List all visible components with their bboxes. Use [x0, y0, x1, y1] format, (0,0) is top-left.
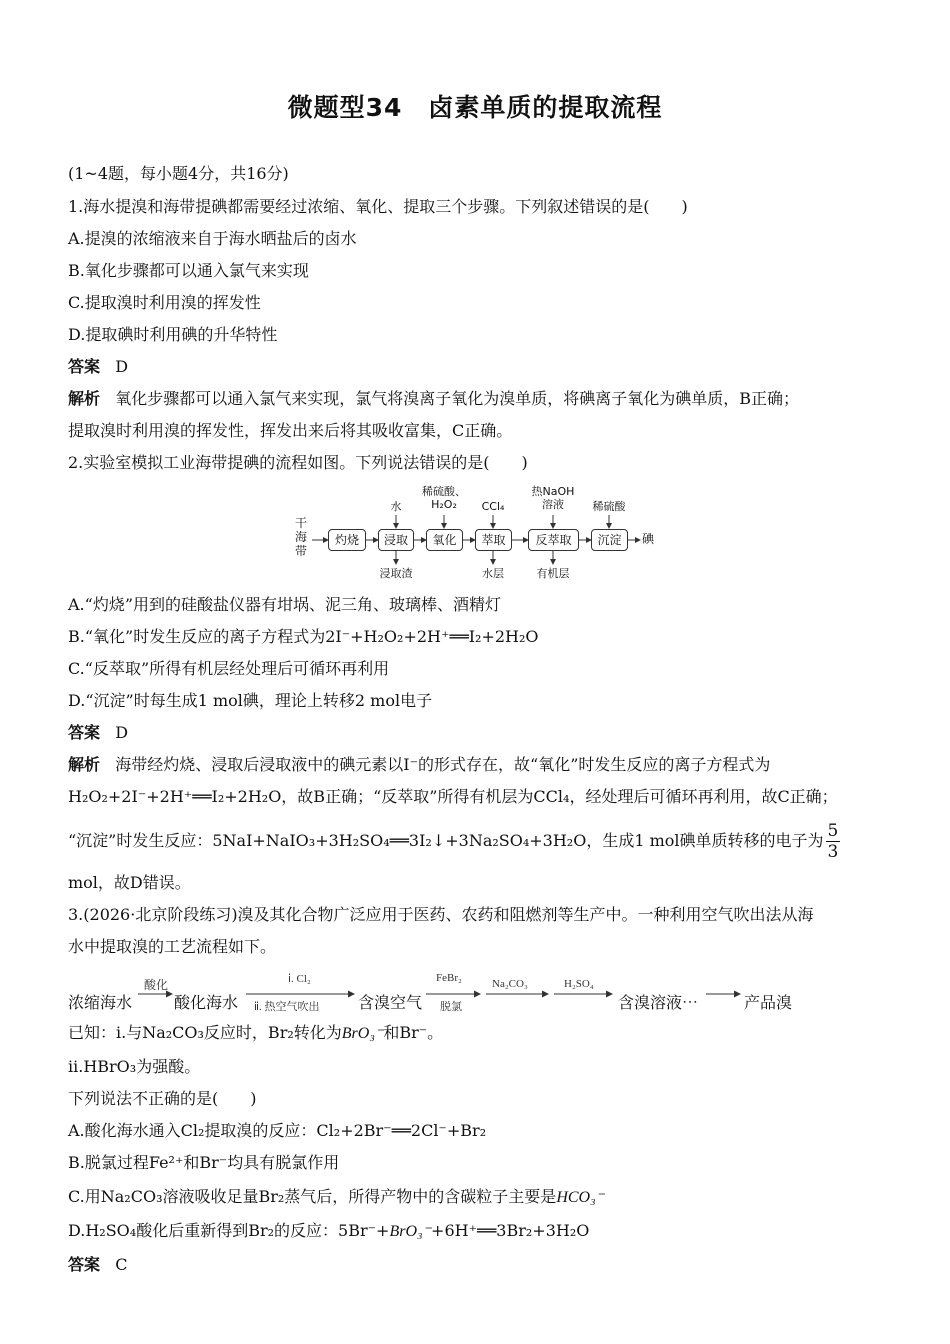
q3-option-d: [68, 1220, 589, 1243]
q3-stem-line1: 3.(2026·北京阶段练习)溴及其化合物广泛应用于医药、农药和阻燃剂等生产中。一种利用空气吹出法从海: [68, 905, 814, 924]
page-title: 微题型34 卤素单质的提取流程: [287, 93, 663, 122]
option-text: D.H₂SO₄酸化后重新得到Br₂的反应：5Br⁻+: [68, 1221, 390, 1240]
q2-analysis-line3: [68, 818, 840, 864]
arrow-label-dechlorinate: 脱氯: [440, 1001, 462, 1013]
intro-text: (1~4题，每小题4分，共16分): [68, 164, 289, 183]
output-residue: 浸取渣: [379, 567, 413, 580]
step-extract: 萃取: [475, 529, 512, 551]
node-bromine-air: 含溴空气: [358, 993, 423, 1012]
iodine-flow-diagram: [290, 482, 670, 586]
q3-stem-line2: 水中提取溴的工艺流程如下。: [68, 937, 277, 956]
analysis-text: 海带经灼烧、浸取后浸取液中的碘元素以I⁻的形式存在，故“氧化”时发生反应的离子方程式为: [115, 755, 771, 774]
q2-option-b: B.“氧化”时发生反应的离子方程式为2I⁻+H₂O₂+2H⁺══I₂+2H₂O: [68, 627, 539, 646]
q3-ask: 下列说法不正确的是( ): [68, 1089, 257, 1108]
q1-option-c: C.提取溴时利用溴的挥发性: [68, 293, 261, 312]
step-back-extract: 反萃取: [528, 529, 579, 551]
q3-known-2: ⅱ.HBrO₃为强酸。: [68, 1057, 201, 1076]
flow-start: 干海带: [294, 516, 307, 558]
q3-answer: [68, 1254, 128, 1276]
q3-option-a: A.酸化海水通入Cl₂提取溴的反应：Cl₂+2Br⁻══2Cl⁻+Br₂: [68, 1121, 487, 1140]
q1-answer: [68, 356, 128, 378]
option-text: +6H⁺══3Br₂+3H₂O: [431, 1221, 590, 1240]
arrow-label-cl2: ⅰ. Cl₂: [288, 973, 311, 985]
input-ccl4: CCl₄: [481, 500, 505, 513]
q1-option-a: A.提溴的浓缩液来自于海水晒盐后的卤水: [68, 229, 357, 248]
analysis-text: 氧化步骤都可以通入氯气来实现，氯气将溴离子氧化为溴单质，将碘离子氧化为碘单质，B正确；: [115, 389, 800, 408]
q2-analysis-line1: [68, 754, 770, 776]
answer-value: D: [115, 723, 129, 742]
bromate-formula: BrO₃⁻: [341, 1025, 384, 1042]
known-text: 已知：ⅰ.与Na₂CO₃反应时，Br₂转化为: [68, 1023, 342, 1042]
input-acid-h2o2: 稀硫酸、H₂O₂: [422, 485, 466, 511]
arrow-label-hot-air: ⅱ. 热空气吹出: [254, 1001, 320, 1013]
step-oxidize: 氧化: [426, 529, 463, 551]
node-acidified-seawater: 酸化海水: [174, 993, 239, 1012]
q3-option-b: B.脱氯过程Fe²⁺和Br⁻均具有脱氯作用: [68, 1153, 340, 1172]
arrow-label-h2so4: H₂SO₄: [564, 978, 594, 990]
analysis-label: 解析: [68, 389, 101, 408]
q2-analysis-line2: H₂O₂+2I⁻+2H⁺══I₂+2H₂O，故B正确；“反萃取”所得有机层为CCl₄，经处理后可循环再利用，故C正确；: [68, 787, 838, 806]
bromine-flow-diagram: [68, 968, 888, 1018]
q2-option-d: D.“沉淀”时每生成1 mol碘，理论上转移2 mol电子: [68, 691, 433, 710]
flow-end: 碘: [642, 532, 655, 546]
arrow-label-na2co3: Na₂CO₃: [492, 978, 528, 990]
bicarbonate-formula: HCO₃⁻: [556, 1189, 605, 1206]
output-water-layer: 水层: [482, 567, 504, 580]
input-hot-naoh: 热NaOH溶液: [531, 485, 575, 511]
q1-option-d: D.提取碘时利用碘的升华特性: [68, 325, 278, 344]
step-leach: 浸取: [378, 529, 414, 551]
step-precipitate: 沉淀: [591, 529, 628, 551]
q3-option-c: [68, 1186, 604, 1209]
fraction: [826, 821, 841, 862]
q2-option-a: A.“灼烧”用到的硅酸盐仪器有坩埚、泥三角、玻璃棒、酒精灯: [68, 595, 502, 614]
node-product-bromine: 产品溴: [744, 993, 793, 1012]
q2-option-c: C.“反萃取”所得有机层经处理后可循环再利用: [68, 659, 390, 678]
answer-label: 答案: [68, 723, 101, 742]
answer-label: 答案: [68, 1255, 101, 1274]
q1-option-b: B.氧化步骤都可以通入氯气来实现: [68, 261, 309, 280]
answer-value: D: [115, 357, 129, 376]
fraction-numerator: 5: [827, 821, 839, 841]
known-text: 和Br⁻。: [383, 1023, 444, 1042]
answer-value: C: [115, 1255, 128, 1274]
arrow-label-febr2: FeBr₂: [436, 972, 462, 984]
fraction-denominator: 3: [827, 842, 839, 862]
q1-analysis-line2: 提取溴时利用溴的挥发性，挥发出来后将其吸收富集，C正确。: [68, 421, 513, 440]
answer-label: 答案: [68, 357, 101, 376]
node-bromine-solution: 含溴溶液⋯: [618, 993, 699, 1012]
analysis-text: “沉淀”时发生反应：5NaI+NaIO₃+3H₂SO₄══3I₂↓+3Na₂SO₄+3H₂O，生成1 mol碘单质转移的电子为: [68, 831, 824, 850]
step-burn: 灼烧: [328, 529, 366, 551]
q1-stem: 1.海水提溴和海带提碘都需要经过浓缩、氧化、提取三个步骤。下列叙述错误的是( ): [68, 197, 688, 216]
node-concentrated-seawater: 浓缩海水: [68, 993, 133, 1012]
q2-stem: 2.实验室模拟工业海带提碘的流程如图。下列说法错误的是( ): [68, 453, 528, 472]
input-water: 水: [390, 500, 402, 513]
input-dilute-acid: 稀硫酸: [592, 500, 626, 513]
arrow-label-acidify: 酸化: [144, 978, 169, 992]
analysis-label: 解析: [68, 755, 101, 774]
output-organic-layer: 有机层: [536, 567, 570, 580]
bromate-formula: BrO₃⁻: [389, 1223, 432, 1240]
option-text: C.用Na₂CO₃溶液吸收足量Br₂蒸气后，所得产物中的含碳粒子主要是: [68, 1187, 557, 1206]
q1-analysis-line1: [68, 388, 799, 410]
q3-known-1: [68, 1022, 443, 1045]
q2-answer: [68, 722, 128, 744]
q2-analysis-line4: mol，故D错误。: [68, 873, 191, 892]
